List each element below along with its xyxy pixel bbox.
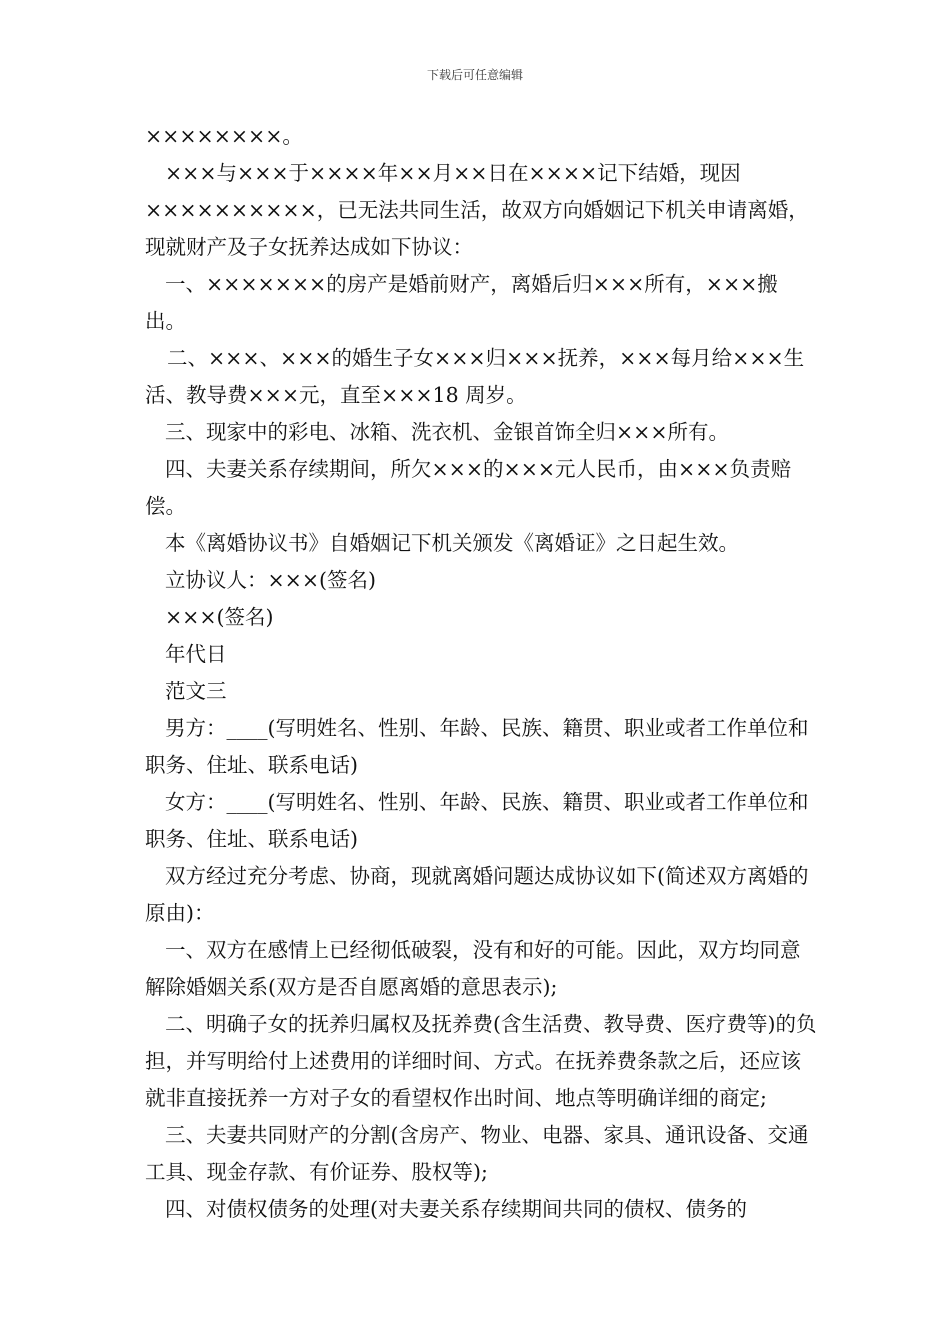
paragraph: 二、×××、×××的婚生子女×××归×××抚养，×××每月给×××生活、教导费×××元，直至×××18 周岁。 (145, 346, 805, 407)
paragraph: 双方经过充分考虑、协商，现就离婚问题达成协议如下(简述双方离婚的原由)： (145, 864, 809, 925)
paragraph: 四、对债权债务的处理(对夫妻关系存续期间共同的债权、债务的 (165, 1197, 747, 1221)
section-heading: 范文三 (165, 679, 227, 703)
paragraph: 女方：____(写明姓名、性别、年龄、民族、籍贯、职业或者工作单位和职务、住址、联系电话) (145, 790, 809, 851)
date-line: 年代日 (165, 642, 227, 666)
paragraph: 男方：____(写明姓名、性别、年龄、民族、籍贯、职业或者工作单位和职务、住址、联系电话) (145, 716, 809, 777)
paragraph: ××××××××。 (145, 124, 303, 148)
paragraph: 四、夫妻关系存续期间，所欠×××的×××元人民币，由×××负责赔偿。 (145, 457, 792, 518)
signatory-line: 立协议人：×××(签名) (165, 568, 377, 592)
paragraph: 二、明确子女的抚养归属权及抚养费(含生活费、教导费、医疗费等)的负担，并写明给付上述费用的详细时间、方式。在抚养费条款之后，还应该就非直接抚养一方对子女的看望权作出时间、地点等明确详细的商定; (145, 1012, 817, 1110)
paragraph: 三、现家中的彩电、冰箱、洗衣机、金银首饰全归×××所有。 (165, 420, 730, 444)
paragraph: 一、×××××××的房产是婚前财产，离婚后归×××所有，×××搬出。 (145, 272, 778, 333)
paragraph: 三、夫妻共同财产的分割(含房产、物业、电器、家具、通讯设备、交通工具、现金存款、有价证券、股权等); (145, 1123, 809, 1184)
page-header: 下载后可任意编辑 (426, 68, 523, 82)
paragraph: 本《离婚协议书》自婚姻记下机关颁发《离婚证》之日起生效。 (165, 531, 739, 555)
document-body (145, 118, 817, 1228)
paragraph: ×××与×××于××××年××月××日在××××记下结婚，现因××××××××××，已无法共同生活，故双方向婚姻记下机关申请离婚，现就财产及子女抚养达成如下协议： (145, 161, 809, 259)
paragraph: 一、双方在感情上已经彻低破裂，没有和好的可能。因此，双方均同意解除婚姻关系(双方是否自愿离婚的意思表示); (145, 938, 801, 999)
signatory-line: ×××(签名) (165, 605, 274, 629)
